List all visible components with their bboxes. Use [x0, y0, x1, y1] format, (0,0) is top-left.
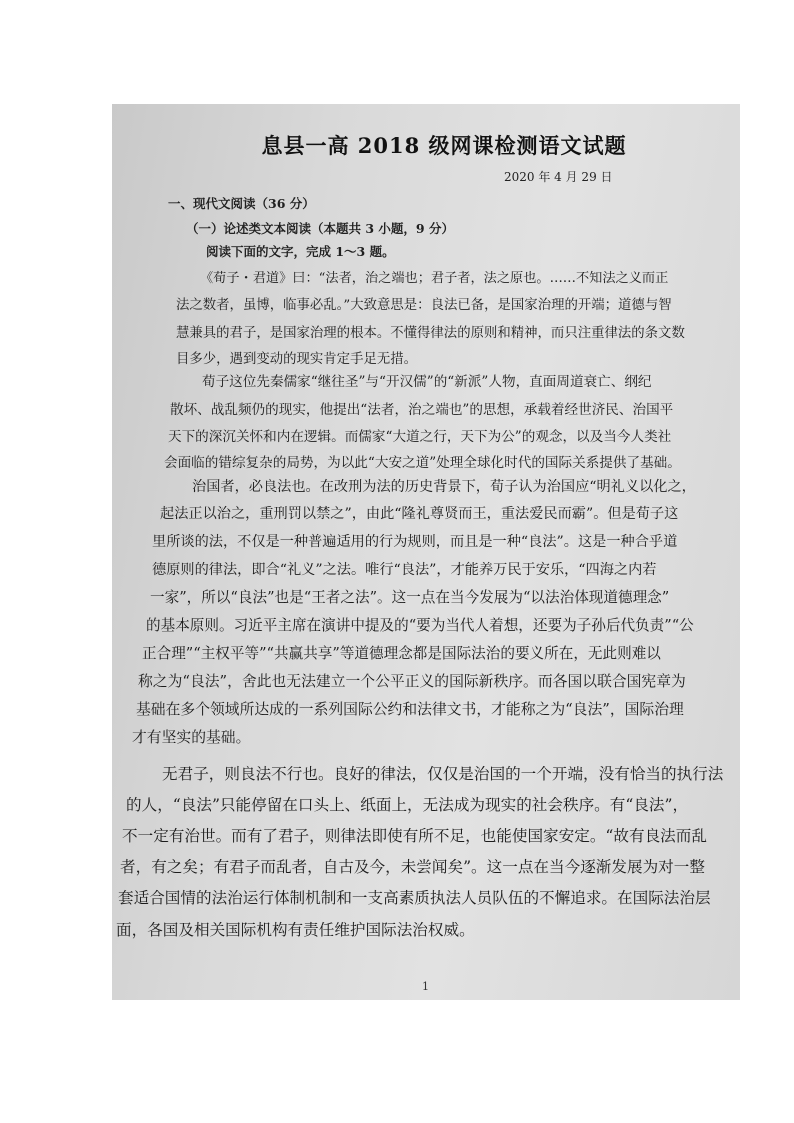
passage-line: 面，各国及相关国际机构有责任维护国际法治权威。	[116, 921, 475, 939]
passage-line: 会面临的错综复杂的局势，为以此“大安之道”处理全球化时代的国际关系提供了基础。	[164, 455, 681, 471]
bleed-through-text: ⠀	[120, 140, 129, 153]
page-number: 1	[422, 980, 429, 993]
passage-line: 目多少，遇到变动的现实肯定手足无措。	[176, 352, 418, 367]
passage-line: 套适合国情的法治运行体制机制和一支高素质执法人员队伍的不懈追求。在国际法治层	[118, 889, 711, 907]
passage-line: 天下的深沉关怀和内在逻辑。而儒家“大道之行，天下为公”的观念，以及当今人类社	[168, 429, 672, 445]
passage-line: 治国者，必良法也。在改刑为法的历史背景下，荀子认为治国应“明礼义以化之，	[192, 479, 696, 495]
passage-line: 一家”，所以“良法”也是“王者之法”。这一点在当今发展为“以法治体现道德理念”	[150, 589, 670, 606]
passage-line: 德原则的律法，即合“礼义”之法。唯行“良法”，才能养万民于安乐，“四海之内若	[152, 562, 657, 578]
exam-paper	[112, 104, 740, 1000]
passage-line: 的基本原则。习近平主席在演讲中提及的“要为当代人着想，还要为子孙后代负责”“公	[146, 617, 694, 634]
passage-line: 无君子，则良法不行也。良好的律法，仅仅是治国的一个开端，没有恰当的执行法	[162, 765, 724, 783]
passage-line: 正合理”“主权平等”“共赢共享”等道德理念都是国际法治的要义所在，无此则难以	[142, 645, 661, 662]
passage-line: 起法正以治之，重刑罚以禁之”，由此“隆礼尊贤而王，重法爱民而霸”。但是荀子这	[160, 506, 679, 522]
passage-line: 散坏、战乱频仍的现实，他提出“法者，治之端也”的思想，承载着经世济民、治国平	[170, 402, 674, 418]
passage-line: 慧兼具的君子，是国家治理的根本。不懂得律法的原则和精神，而只注重律法的条文数	[176, 326, 685, 341]
passage-line: 荀子这位先秦儒家“继往圣”与“开汉儒”的“新派”人物，直面周道衰亡、纲纪	[202, 374, 652, 390]
page-title: 息县一高 2018 级网课检测语文试题	[261, 133, 627, 158]
reading-instruction: 阅读下面的文字，完成 1～3 题。	[206, 244, 395, 259]
passage-line: 称之为“良法”，舍此也无法建立一个公平正义的国际新秩序。而各国以联合国宪章为	[138, 673, 686, 690]
subsection-heading: （一）论述类文本阅读（本题共 3 小题，9 分）	[186, 221, 454, 236]
passage-line: 才有坚实的基础。	[132, 729, 251, 746]
passage-line: 的人，“良法”只能停留在口头上、纸面上，无法成为现实的社会秩序。有“良法”，	[126, 796, 689, 814]
section-heading: 一、现代文阅读（36 分）	[168, 196, 315, 211]
passage-line: 里所谈的法，不仅是一种普遍适用的行为规则，而且是一种“良法”。这是一种合乎道	[152, 534, 678, 550]
exam-date: 2020 年 4 月 29 日	[504, 170, 613, 184]
passage-line: 基础在多个领域所达成的一系列国际公约和法律文书，才能称之为“良法”，国际治理	[136, 701, 684, 718]
passage-line: 者，有之矣；有君子而乱者，自古及今，未尝闻矣”。这一点在当今逐渐发展为对一整	[120, 858, 705, 876]
passage-line: 《荀子・君道》曰：“法者，治之端也；君子者，法之原也。……不知法之义而正	[200, 271, 669, 286]
passage-line: 不一定有治世。而有了君子，则律法即使有所不足，也能使国家安定。“故有良法而乱	[122, 827, 707, 845]
passage-line: 法之数者，虽博，临事必乱。”大致意思是：良法已备，是国家治理的开端；道德与智	[176, 298, 672, 313]
